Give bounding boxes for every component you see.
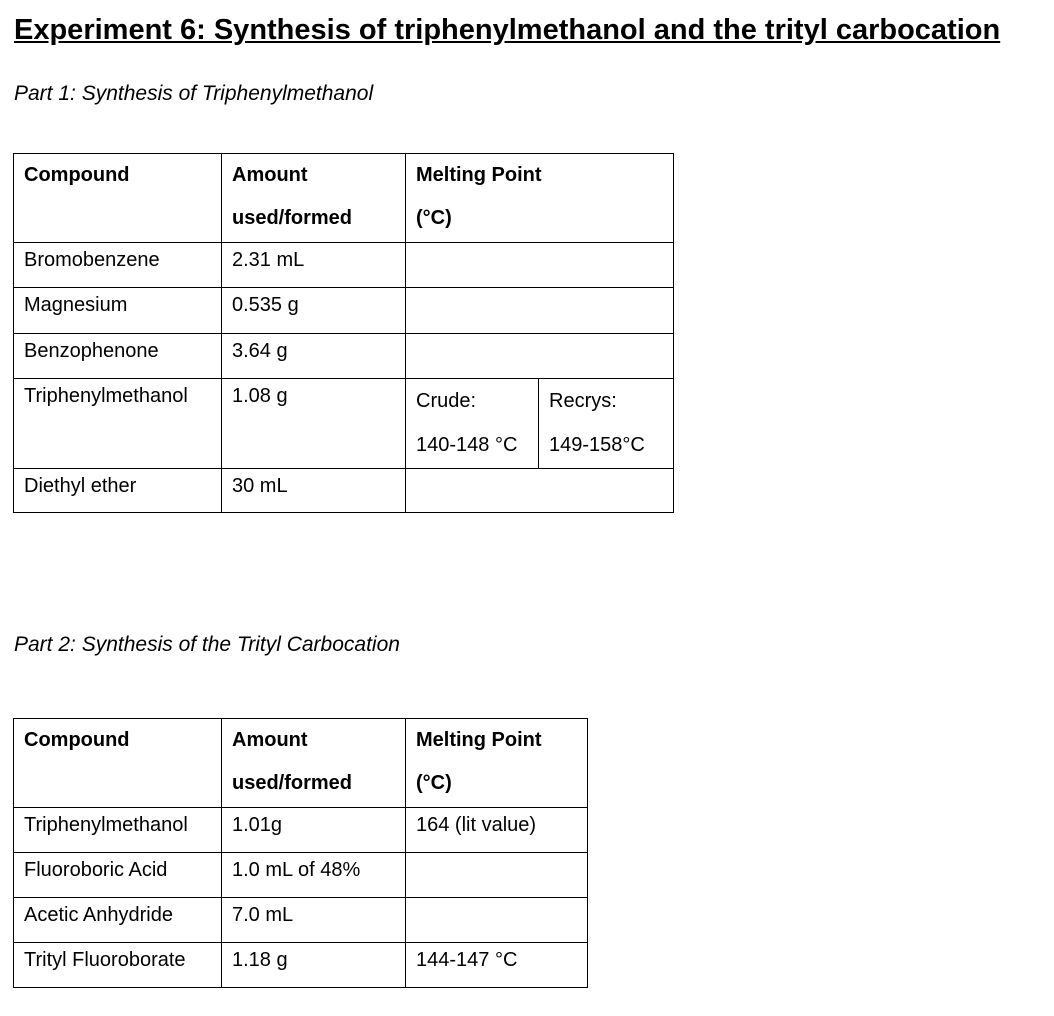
cell-amount: 7.0 mL bbox=[222, 898, 406, 943]
header-compound: Compound bbox=[14, 719, 222, 808]
cell-compound: Benzophenone bbox=[14, 334, 222, 379]
table-header-row bbox=[14, 154, 674, 243]
cell-compound: Magnesium bbox=[14, 288, 222, 334]
header-melting-point: Melting Point (°C) bbox=[406, 154, 674, 243]
cell-mp bbox=[406, 853, 588, 898]
table-row bbox=[14, 943, 588, 988]
cell-amount: 1.18 g bbox=[222, 943, 406, 988]
cell-compound: Trityl Fluoroborate bbox=[14, 943, 222, 988]
table-row bbox=[14, 808, 588, 853]
cell-mp: 144-147 °C bbox=[406, 943, 588, 988]
mp-recrys-value: 149-158°C bbox=[549, 434, 645, 456]
cell-amount: 2.31 mL bbox=[222, 243, 406, 288]
cell-mp-recrys bbox=[539, 379, 674, 469]
table-row bbox=[14, 379, 674, 469]
part2-heading: Part 2: Synthesis of the Trityl Carbocation bbox=[14, 633, 400, 656]
cell-amount: 1.01g bbox=[222, 808, 406, 853]
cell-mp-crude bbox=[406, 379, 539, 469]
cell-mp bbox=[406, 334, 674, 379]
cell-mp bbox=[406, 288, 674, 334]
mp-recrys-label: Recrys: bbox=[549, 390, 617, 412]
table-header-row bbox=[14, 719, 588, 808]
cell-compound: Diethyl ether bbox=[14, 469, 222, 513]
cell-mp: 164 (lit value) bbox=[406, 808, 588, 853]
header-amount: Amount used/formed bbox=[222, 154, 406, 243]
table-row bbox=[14, 243, 674, 288]
table-row bbox=[14, 898, 588, 943]
cell-mp bbox=[406, 898, 588, 943]
cell-compound: Triphenylmethanol bbox=[14, 808, 222, 853]
table-row bbox=[14, 469, 674, 513]
part2-table bbox=[13, 718, 588, 988]
mp-crude-label: Crude: bbox=[416, 390, 477, 412]
table-row bbox=[14, 288, 674, 334]
cell-compound: Acetic Anhydride bbox=[14, 898, 222, 943]
part1-table bbox=[13, 153, 674, 513]
cell-amount: 0.535 g bbox=[222, 288, 406, 334]
cell-compound: Triphenylmethanol bbox=[14, 379, 222, 469]
mp-crude-value: 140-148 °C bbox=[416, 434, 518, 456]
cell-compound: Fluoroboric Acid bbox=[14, 853, 222, 898]
cell-amount: 1.0 mL of 48% bbox=[222, 853, 406, 898]
cell-amount: 30 mL bbox=[222, 469, 406, 513]
cell-compound: Bromobenzene bbox=[14, 243, 222, 288]
cell-mp bbox=[406, 243, 674, 288]
page-title: Experiment 6: Synthesis of triphenylmethanol and the trityl carbocation bbox=[14, 14, 1001, 46]
table-row bbox=[14, 853, 588, 898]
part1-heading: Part 1: Synthesis of Triphenylmethanol bbox=[14, 82, 374, 105]
header-amount: Amount used/formed bbox=[222, 719, 406, 808]
table-row bbox=[14, 334, 674, 379]
header-melting-point: Melting Point (°C) bbox=[406, 719, 588, 808]
cell-amount: 3.64 g bbox=[222, 334, 406, 379]
header-compound: Compound bbox=[14, 154, 222, 243]
cell-mp bbox=[406, 469, 674, 513]
cell-amount: 1.08 g bbox=[222, 379, 406, 469]
